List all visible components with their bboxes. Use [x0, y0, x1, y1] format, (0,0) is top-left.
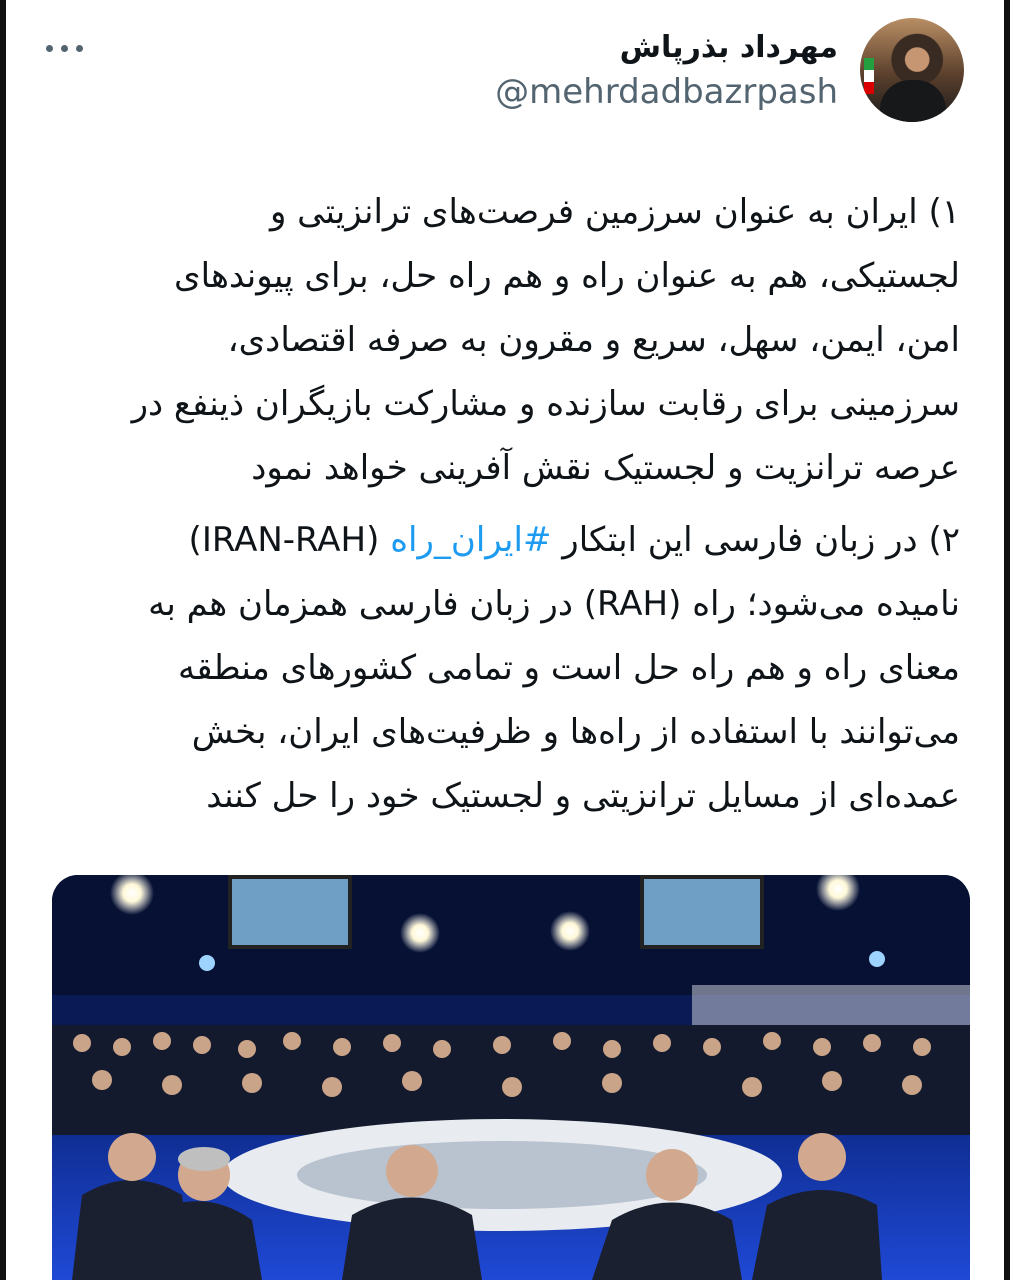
author-info[interactable]	[495, 28, 838, 116]
conference-photo	[52, 875, 970, 1280]
avatar[interactable]	[860, 18, 964, 122]
screen-left	[230, 877, 350, 947]
text-line	[50, 508, 960, 572]
more-dots-icon[interactable]	[46, 38, 106, 58]
text-line: عمده‌ای از مسایل ترانزیتی و لجستیک خود را حل کنند	[206, 776, 960, 816]
flag-icon	[864, 58, 874, 94]
text-segment: (IRAN-RAH)	[188, 520, 391, 560]
text-line: لجستیکی، هم به عنوان راه و هم راه حل، برای پیوندهای	[174, 256, 960, 296]
author-display-name[interactable]: مهرداد بذرپاش	[619, 30, 838, 65]
text-line: معنای راه و هم راه حل است و تمامی کشورهای منطقه	[178, 648, 960, 688]
text-line: می‌توانند با استفاده از راه‌ها و ظرفیت‌های ایران، بخش	[191, 712, 960, 752]
tweet-photo[interactable]	[52, 875, 970, 1280]
text-line: نامیده می‌شود؛ راه (RAH) در زبان فارسی همزمان هم به	[148, 584, 960, 624]
tweet-header	[46, 18, 964, 128]
text-line: عرصه ترانزیت و لجستیک نقش آفرینی خواهد نمود	[251, 448, 960, 488]
hashtag-link[interactable]: #ایران_راه	[390, 520, 552, 560]
tweet-paragraph-1	[50, 180, 960, 500]
text-segment: ۲) در زبان فارسی این ابتکار	[551, 520, 960, 560]
screen-right	[642, 877, 762, 947]
author-handle[interactable]: @mehrdadbazrpash	[495, 72, 838, 112]
text-line: سرزمینی برای رقابت سازنده و مشارکت بازیگران ذینفع در	[131, 384, 960, 424]
tweet-text	[50, 180, 960, 836]
tweet-paragraph-2	[50, 508, 960, 828]
text-line: ۱) ایران به عنوان سرزمین فرصت‌های ترانزیتی و	[269, 192, 960, 232]
text-line: امن، ایمن، سهل، سریع و مقرون به صرفه اقتصادی،	[227, 320, 960, 360]
